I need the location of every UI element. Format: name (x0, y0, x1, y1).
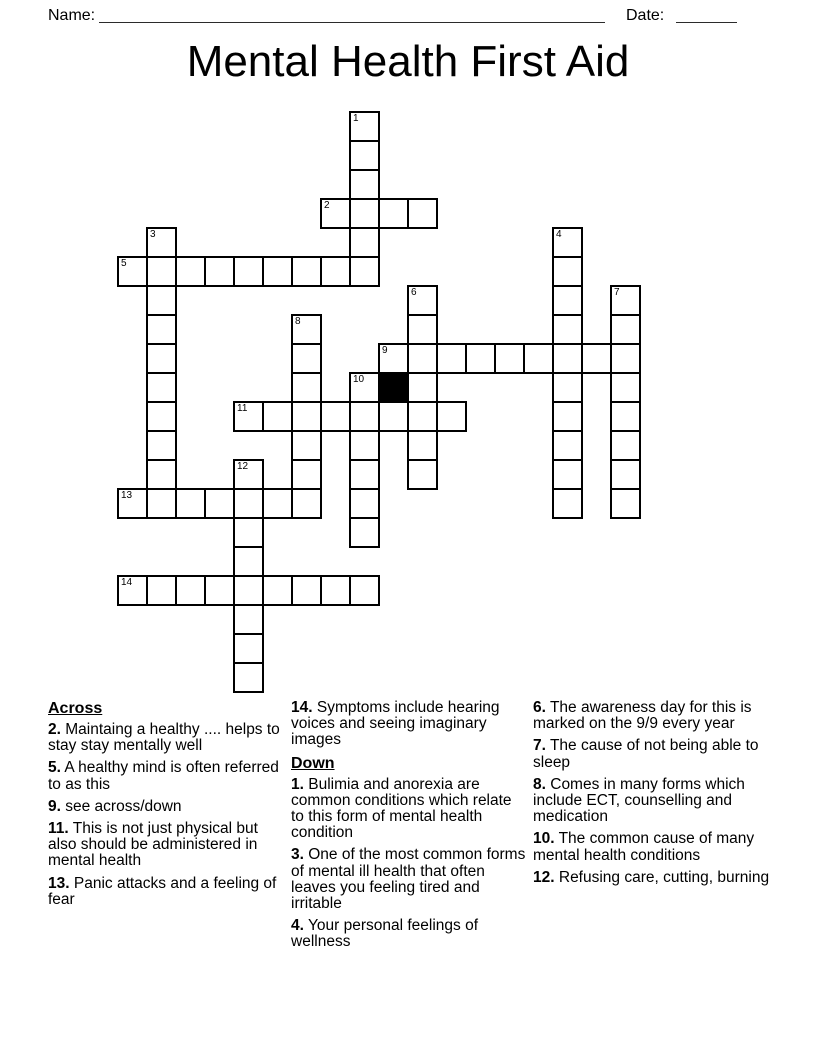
grid-cell (552, 314, 583, 345)
clue-down-10: 10. The common cause of many mental health conditions (533, 830, 755, 864)
clue-column-3 (533, 700, 776, 892)
across-heading: Across (48, 700, 103, 717)
grid-cell (233, 459, 264, 490)
grid-cell (407, 430, 438, 461)
grid-cell (175, 256, 206, 287)
name-label: Name: (48, 7, 96, 24)
grid-cell (436, 401, 467, 432)
grid-cell (552, 430, 583, 461)
grid-cell (552, 488, 583, 519)
cell-number: 14 (121, 577, 133, 588)
grid-cell (552, 256, 583, 287)
grid-cell (378, 343, 409, 374)
clue-number: 6. (533, 699, 546, 716)
clue-across-14: 14. Symptoms include hearing voices and seeing imaginary images (291, 699, 500, 749)
clue-down-6: 6. The awareness day for this is marked on the 9/9 every year (533, 699, 752, 733)
grid-cell (407, 314, 438, 345)
clue-number: 5. (48, 759, 61, 777)
grid-cell (291, 430, 322, 461)
grid-cell (349, 488, 380, 519)
grid-cell (407, 198, 438, 229)
clue-number: 11. (48, 820, 69, 838)
cell-number: 13 (121, 490, 133, 501)
grid-cell (175, 575, 206, 606)
grid-cell (291, 372, 322, 403)
grid-cell (291, 314, 322, 345)
grid-cell (552, 285, 583, 316)
grid-cell (320, 256, 351, 287)
clue-down-7: 7. The cause of not being able to sleep (533, 737, 759, 771)
grid-cell (146, 430, 177, 461)
grid-cell (610, 314, 641, 345)
cell-number: 12 (237, 461, 249, 472)
clue-down-4: 4. Your personal feelings of wellness (291, 917, 479, 951)
grid-cell (407, 285, 438, 316)
grid-cell (552, 401, 583, 432)
cell-number: 4 (556, 229, 562, 240)
grid-cell (146, 459, 177, 490)
grid-cell (233, 488, 264, 519)
grid-cell (494, 343, 525, 374)
grid-cell (233, 575, 264, 606)
grid-cell (349, 140, 380, 171)
grid-cell (262, 401, 293, 432)
clue-number: 8. (533, 775, 546, 793)
grid-cell (146, 256, 177, 287)
grid-cell (117, 488, 148, 519)
clue-column-1 (48, 700, 282, 914)
grid-cell (552, 227, 583, 258)
clue-number: 10. (533, 830, 555, 848)
grid-cell (204, 575, 235, 606)
down-heading: Down (291, 754, 335, 772)
grid-cell (349, 517, 380, 548)
grid-cell (146, 314, 177, 345)
grid-cell (610, 343, 641, 374)
grid-cell (291, 575, 322, 606)
clue-across-11: 11. This is not just physical but also should be administered in mental health (48, 820, 258, 870)
clue-number: 1. (291, 775, 304, 793)
grid-cell (233, 633, 264, 664)
date-blank-line (676, 4, 737, 23)
clue-down-12: 12. Refusing care, cutting, burning (533, 868, 770, 886)
clue-number: 2. (48, 721, 61, 738)
cell-number: 2 (324, 200, 330, 211)
grid-cell (378, 401, 409, 432)
clue-number: 13. (48, 874, 70, 892)
grid-cell (320, 575, 351, 606)
cell-number: 9 (382, 345, 388, 356)
grid-cell (146, 401, 177, 432)
grid-cell (378, 198, 409, 229)
clue-number: 14. (291, 699, 313, 716)
grid-cell (349, 459, 380, 490)
grid-cell (291, 459, 322, 490)
grid-cell (233, 401, 264, 432)
clue-down-3: 3. One of the most common forms of mental ill health that often leaves you feeling tired and irritable (291, 846, 526, 913)
clue-number: 9. (48, 797, 61, 815)
grid-cell (349, 372, 380, 403)
grid-cell (233, 662, 264, 693)
grid-cell (233, 604, 264, 635)
date-label: Date: (626, 7, 665, 24)
grid-cell (349, 430, 380, 461)
cell-number: 10 (353, 374, 365, 385)
cell-number: 5 (121, 258, 127, 269)
grid-cell (291, 343, 322, 374)
grid-cell (291, 488, 322, 519)
grid-cell (175, 488, 206, 519)
grid-cell (146, 227, 177, 258)
cell-number: 11 (237, 403, 248, 414)
cell-number: 6 (411, 287, 417, 298)
grid-cell (291, 256, 322, 287)
grid-cell (552, 343, 583, 374)
grid-cell (407, 459, 438, 490)
grid-cell (291, 401, 322, 432)
cell-number: 1 (353, 113, 359, 124)
grid-cell (320, 198, 351, 229)
grid-cell (407, 343, 438, 374)
grid-cell (523, 343, 554, 374)
clue-number: 4. (291, 917, 304, 935)
grid-cell (610, 372, 641, 403)
clue-down-1: 1. Bulimia and anorexia are common conditions which relate to this form of mental health condition (291, 775, 512, 842)
grid-cell (610, 401, 641, 432)
grid-cell (436, 343, 467, 374)
grid-cell (146, 285, 177, 316)
cell-number: 3 (150, 229, 156, 240)
grid-cell (552, 372, 583, 403)
grid-cell (204, 488, 235, 519)
clue-number: 12. (533, 868, 555, 886)
grid-cell (581, 343, 612, 374)
clue-column-2 (291, 700, 528, 957)
grid-cell (407, 372, 438, 403)
grid-cell (262, 575, 293, 606)
grid-cell (349, 227, 380, 258)
grid-cell (117, 575, 148, 606)
grid-cell (552, 459, 583, 490)
crossword-grid (117, 111, 641, 693)
grid-cell (349, 256, 380, 287)
grid-cell (407, 401, 438, 432)
grid-cell (262, 256, 293, 287)
grid-cell (465, 343, 496, 374)
grid-cell (233, 546, 264, 577)
grid-cell (349, 198, 380, 229)
clue-number: 3. (291, 846, 304, 864)
grid-cell-black (378, 372, 409, 403)
name-blank-line (99, 4, 605, 23)
grid-cell (320, 401, 351, 432)
grid-cell (262, 488, 293, 519)
clue-across-5: 5. A healthy mind is often referred to as this (48, 759, 279, 793)
grid-cell (146, 488, 177, 519)
grid-cell (146, 343, 177, 374)
grid-cell (610, 459, 641, 490)
clue-across-9: 9. see across/down (48, 797, 182, 815)
grid-cell (146, 372, 177, 403)
grid-cell (146, 575, 177, 606)
cell-number: 8 (295, 316, 301, 327)
clue-down-8: 8. Comes in many forms which include ECT, counselling and medication (533, 775, 745, 826)
grid-cell (610, 430, 641, 461)
grid-cell (610, 285, 641, 316)
grid-cell (204, 256, 235, 287)
grid-cell (349, 169, 380, 200)
grid-cell (233, 517, 264, 548)
clue-across-2: 2. Maintaing a healthy .... helps to stay stay mentally well (48, 721, 280, 755)
clue-number: 7. (533, 737, 546, 755)
grid-cell (233, 256, 264, 287)
grid-cell (349, 111, 380, 142)
cell-number: 7 (614, 287, 620, 298)
clue-across-13: 13. Panic attacks and a feeling of fear (48, 874, 277, 908)
grid-cell (610, 488, 641, 519)
grid-cell (117, 256, 148, 287)
grid-cell (349, 401, 380, 432)
grid-cell (349, 575, 380, 606)
page-title: Mental Health First Aid (186, 37, 630, 86)
